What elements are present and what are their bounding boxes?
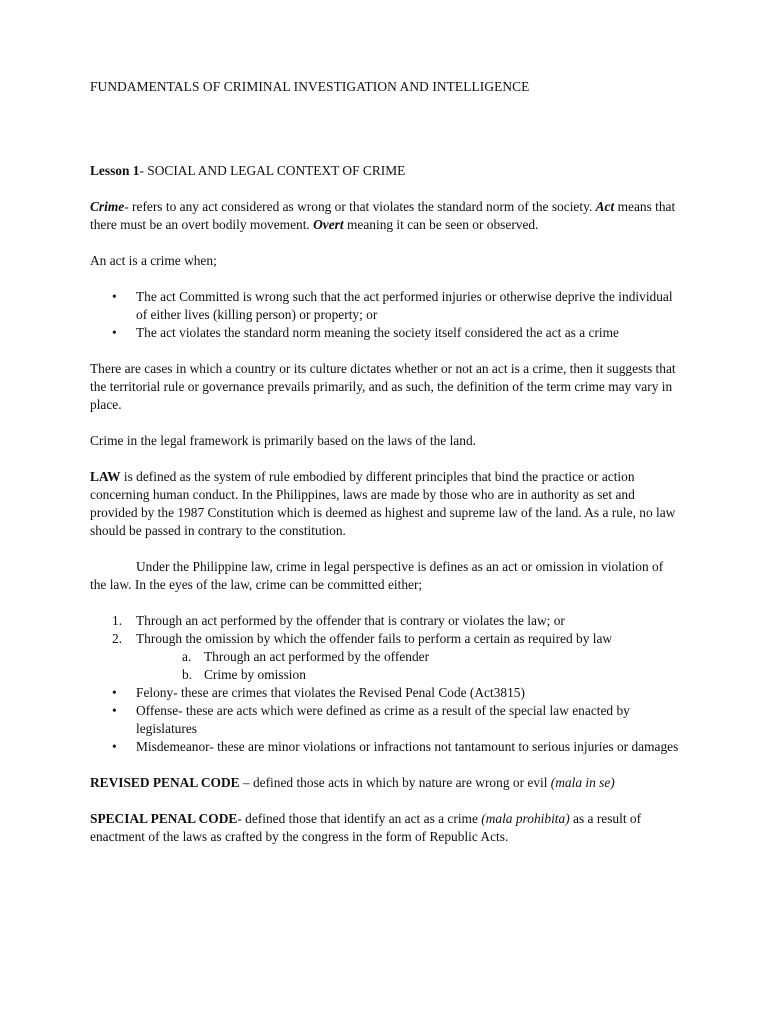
spc-latin: (mala prohibita) [481, 811, 570, 826]
lesson-heading [90, 162, 405, 180]
sub-list [90, 648, 680, 684]
list-letter: b. [182, 667, 193, 682]
special-penal-code-definition [90, 810, 680, 846]
revised-penal-code-definition [90, 774, 680, 792]
crime-term: Crime [90, 199, 125, 214]
commission-list [90, 612, 680, 648]
crime-when-intro: An act is a crime when; [90, 253, 217, 268]
list-item: • Offense- these are acts which were defined as crime as a result of the special law enacted by legislatures [90, 702, 680, 738]
act-term: Act [595, 199, 615, 214]
list-item: • The act Committed is wrong such that the act performed injuries or otherwise deprive the individual of either lives (killing person) or property; or [90, 288, 680, 324]
crime-text: - refers to any act considered as wrong or that violates the standard norm of the society. [124, 199, 593, 214]
list-text: Crime by omission [204, 667, 306, 682]
lesson-number: Lesson 1 [90, 163, 140, 178]
list-text: Through an act performed by the offender [204, 649, 430, 664]
spc-term: SPECIAL PENAL CODE [90, 811, 238, 826]
document-body [90, 198, 680, 864]
rpc-text: – defined those acts in which by nature are wrong or evil [239, 775, 551, 790]
law-definition [90, 468, 680, 540]
list-number: 2. [112, 631, 123, 646]
list-item [90, 648, 680, 666]
act-text: means that there must be an overt bodily movement. [90, 199, 676, 232]
paragraph-philippine-law: Under the Philippine law, crime in legal perspective is defines as an act or omission in violation of the law. In the eyes of the law, crime can be committed either; [90, 559, 664, 592]
rpc-latin: (mala in se) [550, 775, 615, 790]
rpc-term: REVISED PENAL CODE [90, 775, 240, 790]
list-item: • Misdemeanor- these are minor violations or infractions not tantamount to serious injuries or damages [90, 738, 680, 756]
spc-text: - defined those that identify an act as a crime [237, 811, 482, 826]
list-text: Through an act performed by the offender that is contrary or violates the law; or [136, 613, 565, 628]
list-text: Through the omission by which the offender fails to perform a certain as required by law [136, 631, 613, 646]
paragraph-framework: Crime in the legal framework is primarily based on the laws of the land. [90, 433, 476, 448]
list-item [90, 612, 680, 630]
overt-term: Overt [313, 217, 344, 232]
list-item: • Felony- these are crimes that violates the Revised Penal Code (Act3815) [90, 684, 680, 702]
law-text: is defined as the system of rule embodied by different principles that bind the practice or action concerning human conduct. In the Philippines, laws are made by those who are in authority as set and provided by the 1987 Constitution which is deemed as highest and supreme law of the land. As a rule, no law should be passed in contrary to the constitution. [90, 469, 676, 538]
list-item [90, 666, 680, 684]
overt-text: meaning it can be seen or observed. [343, 217, 539, 232]
crime-when-list [90, 288, 680, 342]
list-number: 1. [112, 613, 123, 628]
law-term: LAW [90, 469, 121, 484]
list-item: • The act violates the standard norm meaning the society itself considered the act as a crime [90, 324, 680, 342]
spc-text-2: as a result of enactment of the laws as crafted by the congress in the form of Republic Acts. [90, 811, 642, 844]
crime-definition [90, 198, 680, 234]
paragraph-cases: There are cases in which a country or its culture dictates whether or not an act is a crime, then it suggests that the territorial rule or governance prevails primarily, and as such, the definition of the term crime may vary in place. [90, 361, 676, 412]
document-title: FUNDAMENTALS OF CRIMINAL INVESTIGATION AND INTELLIGENCE [90, 79, 530, 94]
list-item [90, 630, 680, 648]
lesson-title: - SOCIAL AND LEGAL CONTEXT OF CRIME [139, 163, 406, 178]
classification-list [90, 684, 680, 756]
list-letter: a. [182, 649, 192, 664]
